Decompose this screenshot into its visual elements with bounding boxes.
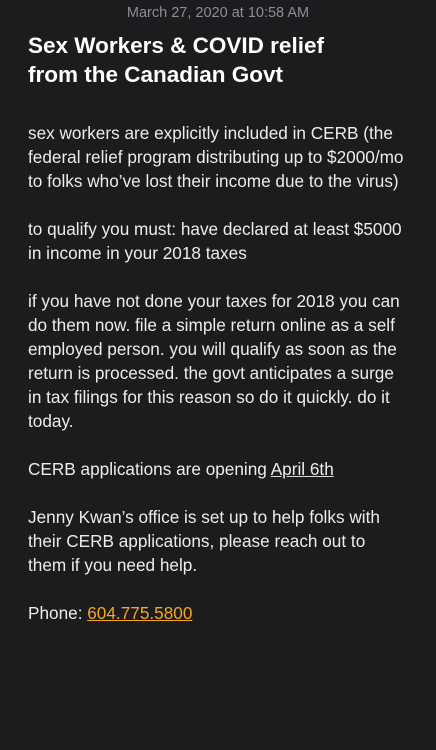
note-title-line-2: from the Canadian Govt bbox=[28, 62, 284, 87]
paragraph-phone bbox=[28, 601, 408, 625]
paragraph-taxes: if you have not done your taxes for 2018 you can do them now. file a simple return online as a self employed person. you will qualify as soon as the return is processed. the govt anticipates a surge in tax filings for this reason so do it quickly. do it today. bbox=[28, 291, 400, 431]
note-timestamp: March 27, 2020 at 10:58 AM bbox=[126, 5, 310, 21]
phone-number-link[interactable]: 604.775.5800 bbox=[87, 603, 193, 623]
paragraph-applications bbox=[28, 457, 408, 481]
april-6th-date-link[interactable]: April 6th bbox=[270, 459, 334, 479]
note-title[interactable] bbox=[28, 31, 408, 89]
paragraph-jenny-kwan: Jenny Kwan’s office is set up to help folks with their CERB applications, please reach out to them if you need help. bbox=[28, 507, 380, 575]
note-body[interactable] bbox=[28, 121, 408, 625]
paragraph-cerb-inclusion: sex workers are explicitly included in CERB (the federal relief program distributing up to $2000/mo to folks who’ve lost their income due to the virus) bbox=[28, 123, 404, 191]
note-title-line-1: Sex Workers & COVID relief bbox=[28, 33, 324, 58]
phone-label: Phone: bbox=[28, 603, 88, 623]
applications-text: CERB applications are opening bbox=[28, 459, 271, 479]
paragraph-qualification: to qualify you must: have declared at least $5000 in income in your 2018 taxes bbox=[28, 219, 402, 263]
